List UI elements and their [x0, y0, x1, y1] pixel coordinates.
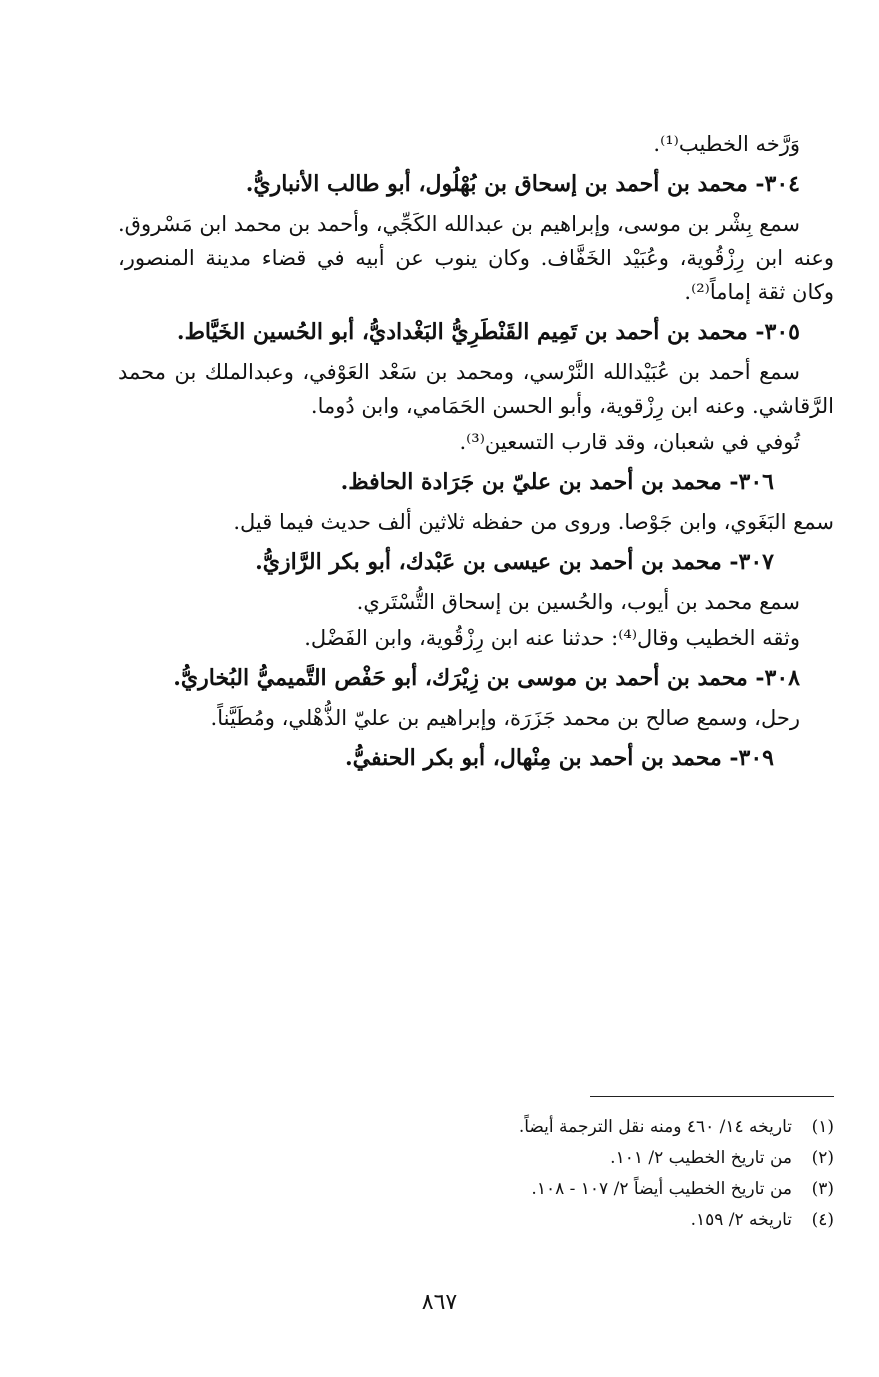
footnote-text: تاريخه ١٤/ ٤٦٠ ومنه نقل الترجمة أيضاً. [518, 1117, 792, 1137]
footnote-number: (٣) [811, 1179, 834, 1199]
continuation-line: وَرَّخه الخطيب⁽¹⁾. [653, 132, 800, 156]
entry-305-body: سمع أحمد بن عُبَيْدالله النَّرْسي، ومحمد بن سَعْد العَوْفي، وعبدالملك بن محمد الرَّقاشي. وعنه ابن رِزْقوية، وأبو الحسن الحَمَامي، وابن دُوما. [118, 360, 834, 418]
entry-308-body: رحل، وسمع صالح بن محمد جَزَرَة، وإبراهيم بن عليّ الذُّهْلي، ومُطَيَّناً. [210, 706, 800, 730]
entry-305-death: تُوفي في شعبان، وقد قارب التسعين⁽³⁾. [459, 430, 800, 454]
footnote-number: (٢) [811, 1148, 834, 1168]
footnote-item [300, 1205, 834, 1236]
entry-306-title: ٣٠٦- محمد بن أحمد بن عليّ بن جَرَادة الحافظ. [340, 469, 774, 495]
entry-306-body: سمع البَغَوي، وابن جَوْصا. وروى من حفظه ثلاثين ألف حديث فيما قيل. [233, 510, 834, 534]
footnote-text: من تاريخ الخطيب ٢/ ١٠١. [610, 1148, 792, 1168]
footnote-text: تاريخه ٢/ ١٥٩. [690, 1210, 792, 1230]
footnote-item [300, 1112, 834, 1143]
footnote-item [300, 1174, 834, 1205]
entry-307-title: ٣٠٧- محمد بن أحمد بن عيسى بن عَبْدك، أبو بكر الرَّازيُّ. [255, 549, 774, 575]
entry-305-title: ٣٠٥- محمد بن أحمد بن تَمِيم القَنْطَرِيُّ البَغْداديُّ، أبو الحُسين الخَيَّاط. [176, 319, 800, 345]
entry-308-title: ٣٠٨- محمد بن أحمد بن موسى بن زِيْرَك، أبو حَفْص التَّميميُّ البُخاريُّ. [173, 665, 800, 691]
page-body [118, 128, 834, 781]
footnote-number: (٤) [811, 1210, 834, 1230]
entry-307-body-2: وثقه الخطيب وقال⁽⁴⁾: حدثنا عنه ابن رِزْقُوية، وابن الفَضْل. [304, 626, 800, 650]
entry-304-body: سمع بِشْر بن موسى، وإبراهيم بن عبدالله الكَجِّي، وأحمد بن محمد ابن مَسْروق. وعنه ابن رِزْقُوية، وعُبَيْد الخَفَّاف. وكان ينوب عن أبيه في قضاء مدينة المنصور، وكان ثقة إماماً⁽²⁾. [118, 212, 834, 304]
entry-307-body-1: سمع محمد بن أيوب، والحُسين بن إسحاق التُّسْتَري. [356, 590, 800, 614]
footnote-text: من تاريخ الخطيب أيضاً ٢/ ١٠٧ - ١٠٨. [531, 1179, 792, 1199]
footnote-number: (١) [811, 1117, 834, 1137]
entry-309-title: ٣٠٩- محمد بن أحمد بن مِنْهال، أبو بكر الحنفيُّ. [345, 745, 774, 771]
entry-304-title: ٣٠٤- محمد بن أحمد بن إسحاق بن بُهْلُول، أبو طالب الأنباريُّ. [245, 171, 800, 197]
footnote-item [300, 1143, 834, 1174]
page-number: ٨٦٧ [421, 1290, 458, 1315]
footnote-divider [590, 1096, 834, 1097]
footnotes [300, 1112, 834, 1236]
